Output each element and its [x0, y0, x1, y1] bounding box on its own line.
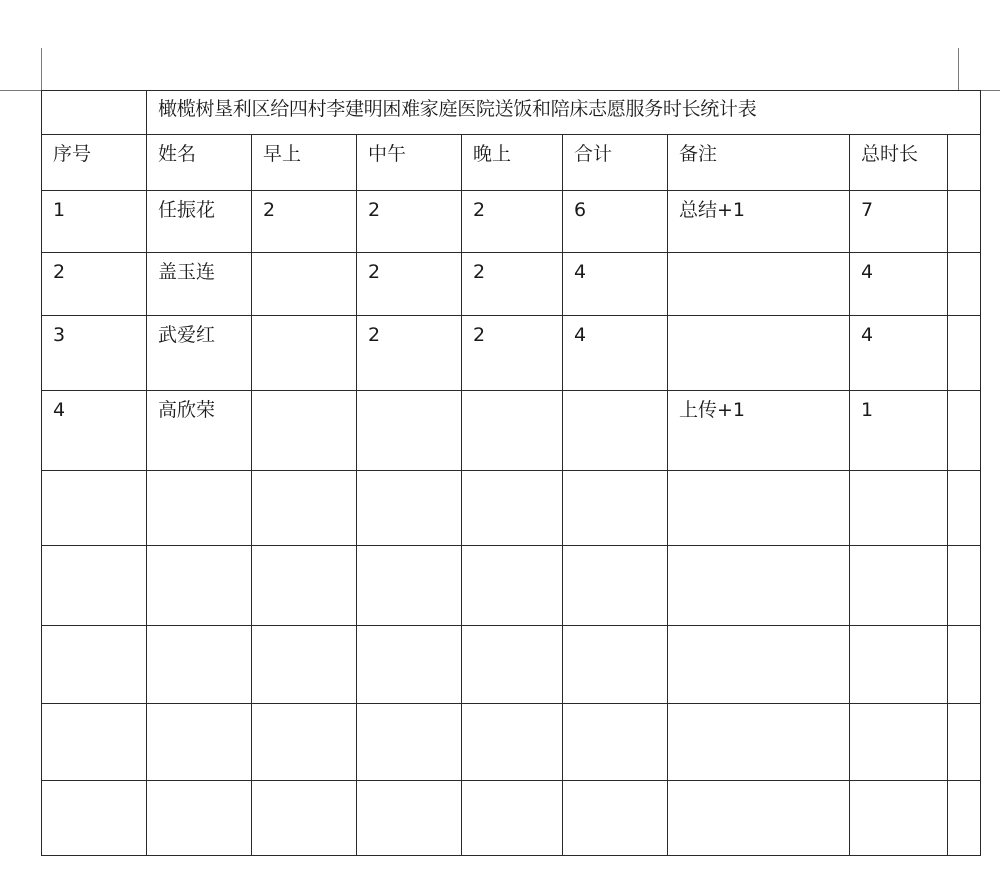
table-cell — [462, 704, 563, 781]
table-cell — [147, 253, 252, 316]
table-cell — [850, 391, 948, 471]
cell-value — [147, 546, 251, 554]
cell-value — [668, 316, 849, 324]
table-cell — [850, 471, 948, 546]
table-cell — [850, 253, 948, 316]
table-cell — [252, 253, 357, 316]
table-cell — [462, 316, 563, 391]
cell-value: 任振花 — [158, 199, 216, 221]
cell-value: 2 — [473, 324, 486, 346]
cell-value — [357, 546, 461, 554]
cell-value — [42, 781, 146, 789]
cell-value — [252, 471, 356, 479]
extra-column-cell — [948, 704, 981, 781]
cell-value — [563, 781, 667, 789]
cell-value — [850, 704, 947, 712]
title-row-blank-cell — [42, 91, 147, 135]
table-cell — [563, 781, 668, 856]
cell-value: 3 — [53, 324, 66, 346]
cell-value — [563, 626, 667, 634]
table-cell — [563, 546, 668, 626]
extra-column-cell — [948, 781, 981, 856]
cell-value — [462, 391, 562, 399]
cell-value — [357, 781, 461, 789]
table-cell — [357, 316, 462, 391]
cell-value — [357, 626, 461, 634]
header-index: 序号 — [53, 143, 92, 165]
table-cell — [42, 316, 147, 391]
header-noon: 中午 — [368, 143, 407, 165]
header-cell — [850, 135, 948, 191]
cell-value — [668, 253, 849, 261]
cell-value — [42, 704, 146, 712]
extra-column-cell — [948, 253, 981, 316]
cell-value — [252, 626, 356, 634]
table-cell — [850, 191, 948, 253]
table-cell — [147, 191, 252, 253]
cell-value: 4 — [53, 399, 66, 421]
table-cell — [668, 316, 850, 391]
table-cell — [42, 253, 147, 316]
table-cell — [462, 471, 563, 546]
cell-value: 2 — [53, 261, 66, 283]
cell-value — [357, 391, 461, 399]
table-cell — [850, 546, 948, 626]
cell-value: 2 — [473, 199, 486, 221]
table-cell — [42, 781, 147, 856]
extra-column-cell — [948, 135, 981, 191]
header-evening: 晚上 — [473, 143, 512, 165]
extra-column-cell — [948, 626, 981, 704]
header-row — [42, 135, 981, 191]
table-row — [42, 316, 981, 391]
table-cell — [252, 781, 357, 856]
table-row — [42, 781, 981, 856]
cell-value — [668, 471, 849, 479]
cell-value — [42, 471, 146, 479]
table-cell — [357, 471, 462, 546]
header-total: 合计 — [574, 143, 613, 165]
table-cell — [252, 626, 357, 704]
table-title: 橄榄树垦利区给四村李建明困难家庭医院送饭和陪床志愿服务时长统计表 — [158, 98, 757, 120]
table-cell — [357, 546, 462, 626]
table-cell — [462, 253, 563, 316]
cell-value: 2 — [263, 199, 276, 221]
cell-value: 4 — [861, 261, 874, 283]
table-cell — [147, 546, 252, 626]
table-row — [42, 391, 981, 471]
table-cell — [850, 704, 948, 781]
extra-column-cell — [948, 391, 981, 471]
cell-value: 2 — [368, 199, 381, 221]
cell-value — [147, 704, 251, 712]
cell-value — [850, 471, 947, 479]
extra-column-cell — [948, 471, 981, 546]
extra-column-cell — [948, 546, 981, 626]
cell-value: 4 — [574, 324, 587, 346]
cell-value — [147, 471, 251, 479]
header-cell — [357, 135, 462, 191]
margin-guide-right — [958, 48, 959, 90]
cell-value — [850, 546, 947, 554]
table-cell — [147, 704, 252, 781]
cell-value — [252, 253, 356, 261]
cell-value — [42, 626, 146, 634]
table-cell — [252, 471, 357, 546]
cell-value: 2 — [368, 324, 381, 346]
table-cell — [563, 253, 668, 316]
table-cell — [252, 546, 357, 626]
cell-value — [563, 704, 667, 712]
table-cell — [42, 191, 147, 253]
header-cell — [147, 135, 252, 191]
table-cell — [668, 253, 850, 316]
table-row — [42, 626, 981, 704]
table-cell — [563, 391, 668, 471]
table-row — [42, 546, 981, 626]
header-cell — [252, 135, 357, 191]
margin-guide-left — [41, 48, 42, 90]
table-cell — [563, 704, 668, 781]
table-row — [42, 471, 981, 546]
cell-value — [357, 704, 461, 712]
header-name: 姓名 — [158, 143, 197, 165]
cell-value — [462, 781, 562, 789]
cell-value — [668, 781, 849, 789]
header-total-hours: 总时长 — [861, 143, 919, 165]
cell-value — [850, 781, 947, 789]
cell-value: 武爱红 — [158, 324, 216, 346]
table-cell — [668, 626, 850, 704]
cell-value — [668, 626, 849, 634]
table-cell — [42, 546, 147, 626]
cell-value — [462, 626, 562, 634]
table-cell — [42, 391, 147, 471]
table-cell — [357, 191, 462, 253]
table-cell — [563, 191, 668, 253]
header-morning: 早上 — [263, 143, 302, 165]
header-cell — [462, 135, 563, 191]
table-cell — [850, 626, 948, 704]
table-cell — [668, 471, 850, 546]
table-row — [42, 253, 981, 316]
cell-value: 2 — [473, 261, 486, 283]
table-cell — [462, 191, 563, 253]
table-cell — [668, 191, 850, 253]
table-cell — [462, 626, 563, 704]
table-cell — [668, 781, 850, 856]
table-cell — [563, 316, 668, 391]
cell-value — [668, 704, 849, 712]
table-cell — [668, 391, 850, 471]
cell-value: 高欣荣 — [158, 399, 216, 421]
cell-value — [563, 471, 667, 479]
cell-value — [252, 781, 356, 789]
table-cell — [147, 626, 252, 704]
table-cell — [252, 316, 357, 391]
cell-value — [850, 626, 947, 634]
table-title-cell — [147, 91, 981, 135]
table-cell — [357, 704, 462, 781]
cell-value: 1 — [53, 199, 66, 221]
header-cell — [42, 135, 147, 191]
table-cell — [252, 391, 357, 471]
cell-value: 1 — [861, 399, 874, 421]
table-cell — [462, 391, 563, 471]
table-cell — [563, 626, 668, 704]
cell-value — [252, 546, 356, 554]
table-row — [42, 704, 981, 781]
table-cell — [252, 704, 357, 781]
table-cell — [42, 471, 147, 546]
header-remarks: 备注 — [679, 143, 718, 165]
table-cell — [462, 781, 563, 856]
table-cell — [668, 546, 850, 626]
table-cell — [147, 471, 252, 546]
title-row — [42, 91, 981, 135]
table-cell — [42, 626, 147, 704]
cell-value: 总结+1 — [679, 199, 746, 221]
cell-value — [563, 546, 667, 554]
cell-value — [462, 704, 562, 712]
cell-value — [42, 546, 146, 554]
table-cell — [668, 704, 850, 781]
table-cell — [42, 704, 147, 781]
cell-value: 4 — [861, 324, 874, 346]
cell-value — [252, 391, 356, 399]
cell-value — [462, 471, 562, 479]
header-cell — [563, 135, 668, 191]
table-cell — [563, 471, 668, 546]
extra-column-cell — [948, 191, 981, 253]
cell-value: 上传+1 — [679, 399, 746, 421]
cell-value — [252, 704, 356, 712]
table-cell — [850, 316, 948, 391]
table-cell — [147, 391, 252, 471]
table-row — [42, 191, 981, 253]
cell-value: 4 — [574, 261, 587, 283]
cell-value — [252, 316, 356, 324]
table-cell — [357, 781, 462, 856]
table-cell — [357, 253, 462, 316]
cell-value: 6 — [574, 199, 587, 221]
cell-value — [357, 471, 461, 479]
cell-value — [668, 546, 849, 554]
header-cell — [668, 135, 850, 191]
table-cell — [357, 391, 462, 471]
cell-value: 2 — [368, 261, 381, 283]
cell-value — [147, 781, 251, 789]
table-cell — [462, 546, 563, 626]
volunteer-hours-table — [41, 90, 981, 856]
cell-value — [147, 626, 251, 634]
cell-value — [462, 546, 562, 554]
cell-value: 盖玉连 — [158, 261, 216, 283]
table-cell — [357, 626, 462, 704]
table-cell — [147, 781, 252, 856]
cell-value — [563, 391, 667, 399]
table-cell — [147, 316, 252, 391]
table-cell — [850, 781, 948, 856]
table-cell — [252, 191, 357, 253]
cell-value: 7 — [861, 199, 874, 221]
extra-column-cell — [948, 316, 981, 391]
